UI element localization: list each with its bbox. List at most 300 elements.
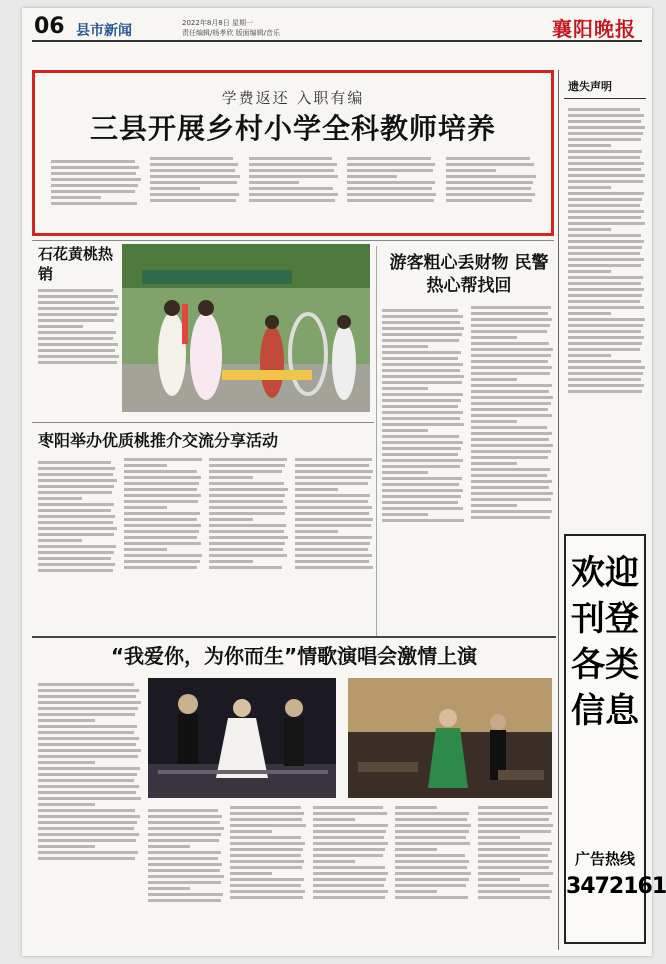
text-line	[347, 169, 432, 172]
text-line	[446, 199, 532, 202]
peach-headline[interactable]: 石花黄桃热销	[38, 245, 114, 283]
text-line	[51, 202, 137, 205]
text-line	[395, 836, 466, 839]
text-line	[382, 441, 463, 444]
text-line	[395, 842, 470, 845]
issue-date: 2022年8月8日 星期一	[182, 19, 253, 27]
text-line	[382, 471, 428, 474]
text-line	[38, 731, 134, 734]
text-line	[295, 512, 370, 515]
text-line	[38, 307, 119, 310]
tourist-body-text	[382, 306, 554, 636]
text-line	[38, 767, 140, 770]
text-line	[209, 536, 288, 539]
text-line	[382, 309, 458, 312]
text-line	[295, 458, 372, 461]
text-line	[568, 138, 641, 141]
text-line	[478, 890, 553, 893]
text-line	[38, 719, 95, 722]
text-line	[395, 830, 468, 833]
text-line	[313, 818, 355, 821]
text-line	[249, 169, 334, 172]
text-line	[230, 818, 302, 821]
text-line	[471, 330, 547, 333]
text-line	[471, 492, 553, 495]
text-line	[395, 818, 467, 821]
text-line	[38, 503, 114, 506]
text-line	[209, 458, 287, 461]
text-line	[347, 193, 436, 196]
text-line	[38, 689, 139, 692]
text-line	[295, 482, 369, 485]
text-line	[209, 506, 287, 509]
text-line	[209, 512, 285, 515]
text-line	[230, 812, 304, 815]
text-line	[249, 157, 333, 160]
text-line	[568, 252, 640, 255]
text-line	[38, 539, 82, 542]
forum-headline[interactable]: 枣阳举办优质桃推介交流分享活动	[38, 431, 279, 450]
text-line	[313, 872, 389, 875]
text-line	[568, 204, 640, 207]
text-line	[382, 435, 459, 438]
date-line	[182, 18, 352, 38]
text-line	[382, 489, 463, 492]
text-line	[148, 881, 221, 884]
text-line	[313, 806, 383, 809]
text-line	[382, 459, 463, 462]
text-line	[471, 408, 548, 411]
text-line	[471, 516, 550, 519]
text-line	[51, 160, 135, 163]
text-line	[382, 513, 428, 516]
text-line	[295, 554, 372, 557]
text-line	[382, 465, 460, 468]
text-line	[38, 815, 140, 818]
text-line	[249, 181, 299, 184]
text-line	[478, 824, 554, 827]
text-line	[249, 199, 335, 202]
text-line	[124, 530, 200, 533]
text-line	[209, 464, 285, 467]
text-line	[471, 480, 552, 483]
text-line	[249, 187, 333, 190]
text-line	[471, 336, 517, 339]
text-line	[230, 842, 305, 845]
text-line	[38, 473, 113, 476]
text-line	[38, 509, 111, 512]
text-line	[230, 896, 303, 899]
concert-headline[interactable]: “我爱你，为你而生”情歌演唱会激情上演	[110, 644, 478, 668]
text-line	[478, 872, 554, 875]
text-line	[148, 857, 218, 860]
text-line	[150, 169, 235, 172]
text-line	[209, 488, 288, 491]
text-line	[209, 482, 284, 485]
text-line	[568, 390, 642, 393]
text-line	[38, 551, 114, 554]
text-line	[209, 476, 253, 479]
text-line	[150, 175, 240, 178]
text-line	[446, 157, 530, 160]
text-line	[295, 464, 370, 467]
text-line	[295, 518, 374, 521]
masthead	[32, 12, 642, 42]
text-line	[38, 319, 114, 322]
text-line	[382, 369, 460, 372]
text-line	[382, 327, 464, 330]
lost-notice-body	[564, 105, 646, 543]
text-line	[313, 860, 355, 863]
text-line	[51, 178, 141, 181]
text-line	[382, 483, 459, 486]
text-line	[209, 548, 283, 551]
lead-headline[interactable]: 三县开展乡村小学全科教师培养	[89, 112, 496, 145]
text-line	[209, 542, 285, 545]
text-line	[382, 321, 460, 324]
text-line	[382, 447, 461, 450]
text-line	[230, 806, 300, 809]
text-line	[471, 420, 517, 423]
text-line	[568, 378, 641, 381]
text-line	[295, 548, 368, 551]
text-line	[150, 181, 237, 184]
text-line	[38, 289, 113, 292]
divider	[32, 240, 554, 241]
text-line	[38, 695, 136, 698]
text-line	[568, 384, 644, 387]
text-line	[382, 405, 458, 408]
text-line	[568, 198, 642, 201]
text-line	[38, 325, 83, 328]
column-divider	[376, 246, 377, 636]
ad-headline: 欢迎刊登各类信息	[571, 553, 639, 731]
sidebar	[564, 74, 666, 954]
text-line	[38, 313, 117, 316]
text-line	[295, 530, 339, 533]
text-line	[313, 884, 384, 887]
sidebar-divider	[558, 70, 559, 950]
text-line	[295, 542, 371, 545]
text-line	[446, 181, 533, 184]
text-line	[347, 163, 435, 166]
text-line	[51, 166, 139, 169]
text-line	[148, 887, 190, 890]
text-line	[568, 336, 644, 339]
text-line	[313, 836, 384, 839]
text-line	[148, 893, 223, 896]
text-line	[230, 866, 302, 869]
text-line	[230, 878, 303, 881]
text-line	[568, 114, 644, 117]
text-line	[38, 785, 139, 788]
text-line	[313, 830, 386, 833]
lead-story-box[interactable]	[32, 70, 554, 236]
text-line	[38, 533, 114, 536]
text-line	[382, 423, 464, 426]
text-line	[249, 163, 337, 166]
text-line	[148, 815, 222, 818]
text-line	[148, 875, 224, 878]
text-line	[38, 857, 135, 860]
text-line	[38, 803, 95, 806]
text-line	[568, 360, 641, 363]
concert-photo-right	[348, 678, 552, 798]
text-line	[568, 222, 645, 225]
text-line	[38, 295, 118, 298]
text-line	[347, 157, 431, 160]
text-line	[209, 500, 283, 503]
text-line	[471, 462, 517, 465]
text-line	[471, 474, 547, 477]
peach-photo	[122, 244, 370, 412]
peach-body-text	[38, 286, 120, 410]
text-line	[347, 187, 431, 190]
text-line	[38, 545, 116, 548]
text-line	[478, 848, 551, 851]
text-line	[124, 512, 200, 515]
text-line	[295, 524, 371, 527]
text-line	[471, 342, 549, 345]
text-line	[295, 494, 371, 497]
text-line	[313, 896, 386, 899]
text-line	[382, 315, 463, 318]
text-line	[478, 884, 549, 887]
text-line	[471, 312, 548, 315]
text-line	[124, 518, 198, 521]
text-line	[568, 276, 643, 279]
text-line	[230, 824, 306, 827]
text-line	[568, 342, 642, 345]
text-line	[471, 498, 551, 501]
text-line	[38, 361, 117, 364]
text-line	[347, 199, 433, 202]
text-line	[295, 488, 339, 491]
text-line	[347, 175, 397, 178]
text-line	[382, 429, 428, 432]
text-line	[124, 470, 198, 473]
text-line	[478, 866, 550, 869]
text-line	[395, 884, 466, 887]
text-line	[38, 809, 135, 812]
text-line	[395, 812, 469, 815]
text-line	[395, 860, 469, 863]
text-line	[478, 854, 548, 857]
text-line	[38, 461, 111, 464]
tourist-headline[interactable]: 游客粗心丢财物 民警热心帮找回	[389, 253, 549, 296]
text-line	[471, 318, 552, 321]
text-line	[382, 477, 462, 480]
text-line	[38, 845, 95, 848]
text-line	[471, 468, 550, 471]
text-line	[124, 548, 168, 551]
text-line	[38, 749, 141, 752]
text-line	[478, 836, 520, 839]
text-line	[124, 524, 202, 527]
text-line	[38, 467, 115, 470]
text-line	[230, 854, 300, 857]
text-line	[382, 399, 461, 402]
text-line	[568, 324, 643, 327]
text-line	[568, 150, 642, 153]
text-line	[38, 827, 134, 830]
text-line	[209, 554, 287, 557]
text-line	[568, 174, 645, 177]
text-line	[150, 193, 239, 196]
text-line	[38, 569, 113, 572]
text-line	[478, 818, 550, 821]
text-line	[478, 842, 553, 845]
text-line	[471, 324, 550, 327]
text-line	[148, 851, 221, 854]
text-line	[478, 860, 552, 863]
text-line	[347, 181, 434, 184]
text-line	[395, 854, 465, 857]
text-line	[471, 450, 551, 453]
text-line	[471, 390, 549, 393]
text-line	[51, 196, 101, 199]
text-line	[568, 168, 641, 171]
text-line	[148, 863, 222, 866]
text-line	[38, 515, 115, 518]
text-line	[568, 330, 641, 333]
text-line	[38, 485, 114, 488]
text-line	[38, 833, 139, 836]
text-line	[148, 899, 221, 902]
text-line	[471, 384, 552, 387]
text-line	[382, 507, 463, 510]
text-line	[148, 845, 190, 848]
text-line	[471, 396, 553, 399]
text-line	[382, 501, 458, 504]
text-line	[209, 566, 282, 569]
text-line	[124, 560, 200, 563]
text-line	[295, 560, 370, 563]
text-line	[38, 821, 137, 824]
ad-phone-number[interactable]: 3472161	[566, 874, 666, 899]
text-line	[382, 345, 428, 348]
text-line	[471, 360, 548, 363]
text-line	[568, 306, 644, 309]
text-line	[295, 476, 371, 479]
text-line	[568, 294, 642, 297]
text-line	[568, 246, 642, 249]
text-line	[313, 866, 385, 869]
text-line	[209, 470, 282, 473]
text-line	[230, 872, 272, 875]
text-line	[148, 833, 221, 836]
text-line	[568, 162, 644, 165]
text-line	[478, 812, 552, 815]
ad-box[interactable]	[564, 534, 666, 944]
text-line	[568, 126, 645, 129]
text-line	[38, 791, 136, 794]
concert-body-text-2	[148, 806, 554, 952]
text-line	[568, 372, 643, 375]
text-line	[124, 458, 203, 461]
paper-name-logo: 襄阳晚报	[552, 17, 636, 41]
text-line	[568, 216, 641, 219]
text-line	[471, 426, 547, 429]
text-line	[382, 417, 460, 420]
text-line	[382, 393, 463, 396]
text-line	[124, 506, 168, 509]
text-line	[568, 300, 640, 303]
text-line	[38, 725, 137, 728]
text-line	[124, 494, 201, 497]
text-line	[313, 854, 383, 857]
text-line	[38, 557, 111, 560]
text-line	[478, 830, 551, 833]
text-line	[38, 707, 138, 710]
text-line	[478, 878, 520, 881]
text-line	[382, 333, 462, 336]
text-line	[230, 884, 301, 887]
text-line	[38, 301, 115, 304]
text-line	[471, 456, 548, 459]
text-line	[478, 896, 551, 899]
text-line	[313, 824, 389, 827]
text-line	[568, 354, 611, 357]
text-line	[38, 527, 117, 530]
text-line	[38, 779, 134, 782]
text-line	[38, 683, 134, 686]
text-line	[150, 199, 236, 202]
newspaper-page	[22, 8, 666, 956]
text-line	[471, 306, 551, 309]
lead-body-text	[51, 157, 537, 231]
text-line	[38, 797, 141, 800]
text-line	[471, 438, 549, 441]
text-line	[471, 378, 517, 381]
text-line	[568, 192, 644, 195]
text-line	[382, 375, 464, 378]
text-line	[295, 506, 372, 509]
text-line	[51, 190, 135, 193]
text-line	[230, 836, 301, 839]
text-line	[38, 343, 118, 346]
text-line	[124, 542, 201, 545]
text-line	[295, 500, 368, 503]
text-line	[313, 848, 386, 851]
text-line	[148, 809, 218, 812]
text-line	[313, 878, 386, 881]
text-line	[568, 132, 643, 135]
text-line	[382, 519, 464, 522]
text-line	[568, 120, 641, 123]
text-line	[382, 495, 461, 498]
text-line	[568, 366, 645, 369]
text-line	[568, 234, 641, 237]
text-line	[124, 464, 168, 467]
text-line	[295, 536, 373, 539]
text-line	[38, 331, 116, 334]
text-line	[124, 500, 199, 503]
text-line	[471, 486, 549, 489]
lost-notice-title: 遗失声明	[564, 74, 646, 99]
text-line	[148, 839, 219, 842]
text-line	[395, 872, 471, 875]
text-line	[471, 348, 553, 351]
text-line	[38, 755, 138, 758]
text-line	[446, 169, 496, 172]
text-line	[124, 488, 197, 491]
text-line	[38, 737, 139, 740]
text-line	[568, 180, 643, 183]
editors-line: 责任编辑/杨孝欣 版面编辑/音乐	[182, 29, 280, 37]
text-line	[38, 839, 136, 842]
text-line	[568, 258, 644, 261]
